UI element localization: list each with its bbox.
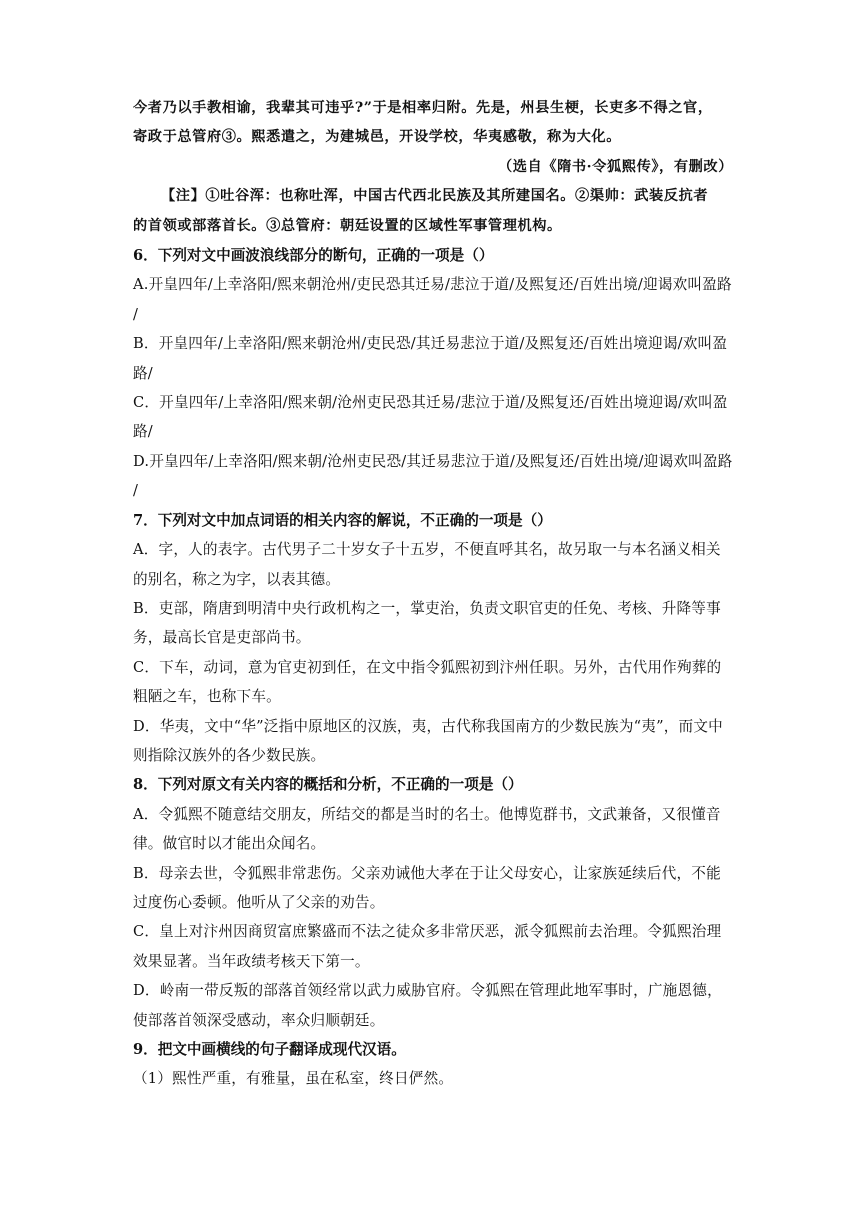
annotation-note: 【注】①吐谷浑：也称吐浑，中国古代西北民族及其所建国名。②渠帅：武装反抗者 — [161, 188, 709, 205]
question-7-option-a-cont: 的别名，称之为字，以表其德。 — [133, 570, 341, 588]
question-6-option-c-cont: 路/ — [133, 423, 153, 441]
question-7-option-b-cont: 务，最高长官是吏部尚书。 — [133, 629, 311, 647]
question-7-option-a: A．字，人的表字。古代男子二十岁女子十五岁，不便直呼其名，故另取一与本名涵义相关 — [133, 541, 721, 559]
question-8-option-b-cont: 过度伤心委顿。他听从了父亲的劝告。 — [133, 893, 385, 911]
question-6-title: 6．下列对文中画波浪线部分的断句，正确的一项是（） — [133, 247, 494, 265]
question-8-option-c: C．皇上对汴州因商贸富庶繁盛而不法之徒众多非常厌恶，派令狐熙前去治理。令狐熙治理 — [133, 923, 722, 941]
page-content — [133, 94, 733, 1094]
passage-source: （选自《隋书·令狐熙传》，有删改） — [497, 158, 733, 175]
question-6-option-a-cont: / — [133, 305, 139, 323]
passage-line: 今者乃以手教相谕，我辈其可违乎?”于是相率归附。先是，州县生梗，长吏多不得之官， — [133, 100, 713, 116]
question-8-option-d: D．岭南一带反叛的部落首领经常以武力威胁官府。令狐熙在管理此地军事时，广施恩德， — [133, 982, 722, 1000]
question-6-option-a: A.开皇四年/上幸洛阳/熙来朝沧州/吏民恐其迁易/悲泣于道/及熙复还/百姓出境/迎谒欢叫盈路 — [133, 276, 732, 294]
question-6-option-b-cont: 路/ — [133, 364, 153, 382]
question-7-option-c: C．下车，动词，意为官吏初到任，在文中指令狐熙初到汴州任职。另外，古代用作殉葬的 — [133, 658, 722, 676]
question-6-option-d-cont: / — [133, 482, 139, 500]
question-7-option-d: D．华夷，文中“华”泛指中原地区的汉族，夷，古代称我国南方的少数民族为“夷”，而文中 — [133, 717, 723, 735]
question-6-option-d: D.开皇四年/上幸洛阳/熙来朝/沧州吏民恐/其迁易悲泣于道/及熙复还/百姓出境/迎谒欢叫盈路 — [133, 452, 733, 470]
question-9-title: 9．把文中画横线的句子翻译成现代汉语。 — [133, 1041, 406, 1058]
question-6-option-c: C．开皇四年/上幸洛阳/熙来朝/沧州吏民恐其迁易/悲泣于道/及熙复还/百姓出境迎谒/欢叫盈 — [133, 394, 728, 412]
question-8-option-d-cont: 使部落首领深受感动，率众归顺朝廷。 — [133, 1011, 385, 1029]
question-8-title: 8．下列对原文有关内容的概括和分析，不正确的一项是（） — [133, 776, 523, 794]
passage-line: 寄政于总管府③。熙悉遣之，为建城邑，开设学校，华夷感敬，称为大化。 — [133, 129, 621, 146]
question-8-option-b: B．母亲去世，令狐熙非常悲伤。父亲劝诫他大孝在于让父母安心，让家族延续后代，不能 — [133, 864, 721, 882]
question-8-option-c-cont: 效果显著。当年政绩考核天下第一。 — [133, 952, 370, 970]
question-8-option-a: A．令狐熙不随意结交朋友，所结交的都是当时的名士。他博览群书，文武兼备，又很懂音 — [133, 805, 721, 823]
question-8-option-a-cont: 律。做官时以才能出众闻名。 — [133, 835, 326, 853]
annotation-note: 的首领或部落首长。③总管府：朝廷设置的区域性军事管理机构。 — [133, 217, 562, 234]
question-9-item-1: （1）熙性严重，有雅量，虽在私室，终日俨然。 — [133, 1070, 454, 1088]
question-7-option-d-cont: 则指除汉族外的各少数民族。 — [133, 746, 326, 764]
question-7-title: 7．下列对文中加点词语的相关内容的解说，不正确的一项是（） — [133, 511, 552, 529]
question-7-option-c-cont: 粗陋之车，也称下车。 — [133, 688, 281, 706]
question-7-option-b: B．吏部，隋唐到明清中央行政机构之一，掌吏治，负责文职官吏的任免、考核、升降等事 — [133, 599, 721, 617]
question-6-option-b: B．开皇四年/上幸洛阳/熙来朝沧州/吏民恐/其迁易悲泣于道/及熙复还/百姓出境迎谒/欢叫盈 — [133, 335, 728, 353]
